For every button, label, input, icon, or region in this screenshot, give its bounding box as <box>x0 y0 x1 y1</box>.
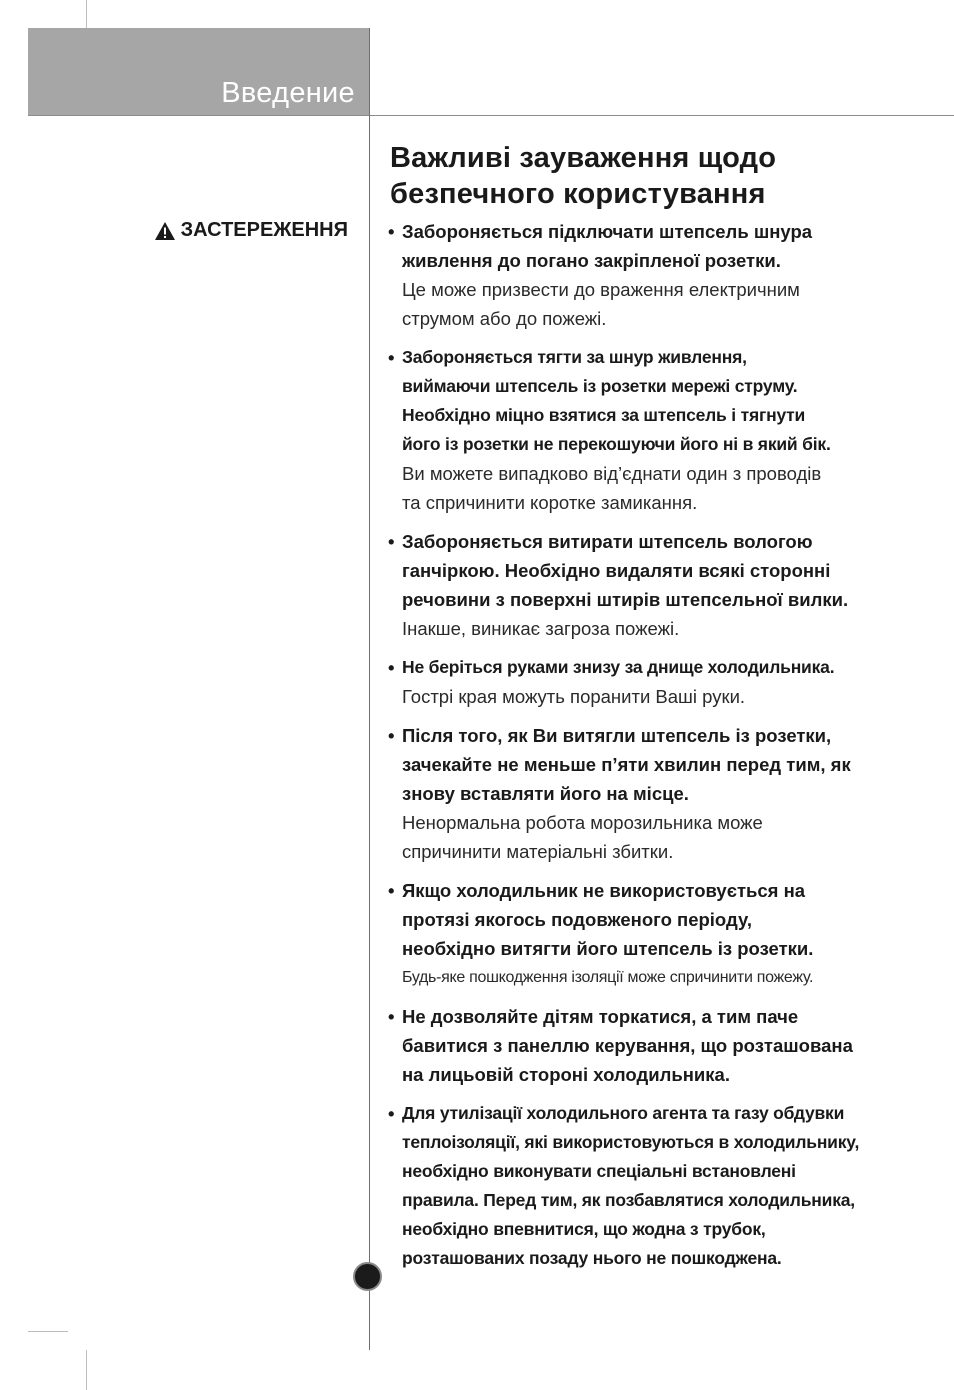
warning-note-line: Інакше, виникає загроза пожежі. <box>402 618 680 639</box>
crop-mark-left-bottom <box>28 1331 68 1332</box>
bullet-mark: • <box>388 725 395 746</box>
crop-mark-bottom <box>86 1350 87 1390</box>
page-title <box>390 140 776 212</box>
warning-note-line: та спричинити коротке замикання. <box>402 492 698 513</box>
warning-bold-line: Для утилізації холодильного агента та газу обдувки <box>402 1103 845 1123</box>
warning-bold-line: його із розетки не перекошуючи його ні в який бік. <box>402 434 831 454</box>
warning-bold-line: Необхідно міцно взятися за штепсель і тягнути <box>402 405 806 425</box>
warning-note-line: Ви можете випадково від’єднати один з проводів <box>402 463 822 484</box>
column-divider <box>369 28 370 1350</box>
warning-bold-line: теплоізоляції, які використовуються в холодильнику, <box>402 1132 860 1152</box>
page-title-line-1: Важливі зауваження щодо <box>390 142 777 174</box>
warning-bold-line: правила. Перед тим, як позбавлятися холодильника, <box>402 1190 855 1210</box>
warning-bold-line: знову вставляти його на місце. <box>402 783 689 804</box>
warning-bold-line: необхідно впевнитися, що жодна з трубок, <box>402 1219 766 1239</box>
warning-bold-line: Після того, як Ви витягли штепсель із розетки, <box>402 725 832 746</box>
warning-bold-line: бавитися з панеллю керування, що розташована <box>402 1035 853 1056</box>
bullet-mark: • <box>388 1103 395 1124</box>
warning-bold-line: протязі якогось подовженого періоду, <box>402 909 752 930</box>
bullet-mark: • <box>388 1006 395 1027</box>
warning-note-line: Це може призвести до враження електричним <box>402 279 800 300</box>
list-item <box>388 721 936 866</box>
warning-bold-line: необхідно виконувати спеціальні встановлені <box>402 1161 796 1181</box>
warning-bold-line: Якщо холодильник не використовується на <box>402 880 806 901</box>
safety-list <box>388 217 936 1283</box>
bullet-mark: • <box>388 657 395 678</box>
bullet-mark: • <box>388 347 395 368</box>
page-marker-dot <box>353 1262 382 1291</box>
list-item <box>388 1099 936 1273</box>
warning-note-line: спричинити матеріальні збитки. <box>402 841 674 862</box>
warning-triangle-icon <box>154 221 176 241</box>
section-label: Введение <box>221 77 355 109</box>
list-item <box>388 527 936 643</box>
bullet-mark: • <box>388 531 395 552</box>
crop-mark-top <box>86 0 87 28</box>
list-item <box>388 876 936 992</box>
page-title-line-2: безпечного користування <box>390 178 766 210</box>
warning-bold-line: Не дозволяйте дітям торкатися, а тим паче <box>402 1006 799 1027</box>
warning-bold-line: живлення до погано закріпленої розетки. <box>402 250 781 271</box>
warning-note-line: Ненормальна робота морозильника може <box>402 812 763 833</box>
warning-bold-line: на лицьовій стороні холодильника. <box>402 1064 730 1085</box>
warning-bold-line: ганчіркою. Необхідно видаляти всякі сторонні <box>402 560 831 581</box>
warning-bold-line: виймаючи штепсель із розетки мережі струму. <box>402 376 798 396</box>
bullet-mark: • <box>388 880 395 901</box>
warning-heading <box>154 219 348 242</box>
list-item <box>388 1002 936 1089</box>
warning-note-line: струмом або до пожежі. <box>402 308 607 329</box>
warning-bold-line: Забороняється підключати штепсель шнура <box>402 221 813 242</box>
warning-note-line: Будь-яке пошкодження ізоляції може спричинити пожежу. <box>402 969 814 986</box>
list-item <box>388 653 936 711</box>
list-item <box>388 217 936 333</box>
warning-bold-line: розташованих позаду нього не пошкоджена. <box>402 1248 782 1268</box>
warning-bold-line: Забороняється тягти за шнур живлення, <box>402 347 747 367</box>
warning-label: ЗАСТЕРЕЖЕННЯ <box>180 219 348 241</box>
header-rule <box>28 115 954 116</box>
warning-bold-line: зачекайте не меньше п’яти хвилин перед тим, як <box>402 754 851 775</box>
warning-bold-line: речовини з поверхні штирів штепсельної вилки. <box>402 589 849 610</box>
list-item <box>388 343 936 517</box>
section-header-band <box>28 28 369 116</box>
warning-bold-line: необхідно витягти його штепсель із розетки. <box>402 938 814 959</box>
warning-bold-line: Забороняється витирати штепсель вологою <box>402 531 813 552</box>
warning-bold-line: Не беріться руками знизу за днище холодильника. <box>402 657 835 677</box>
warning-note-line: Гострі края можуть поранити Ваші руки. <box>402 686 746 707</box>
bullet-mark: • <box>388 221 395 242</box>
